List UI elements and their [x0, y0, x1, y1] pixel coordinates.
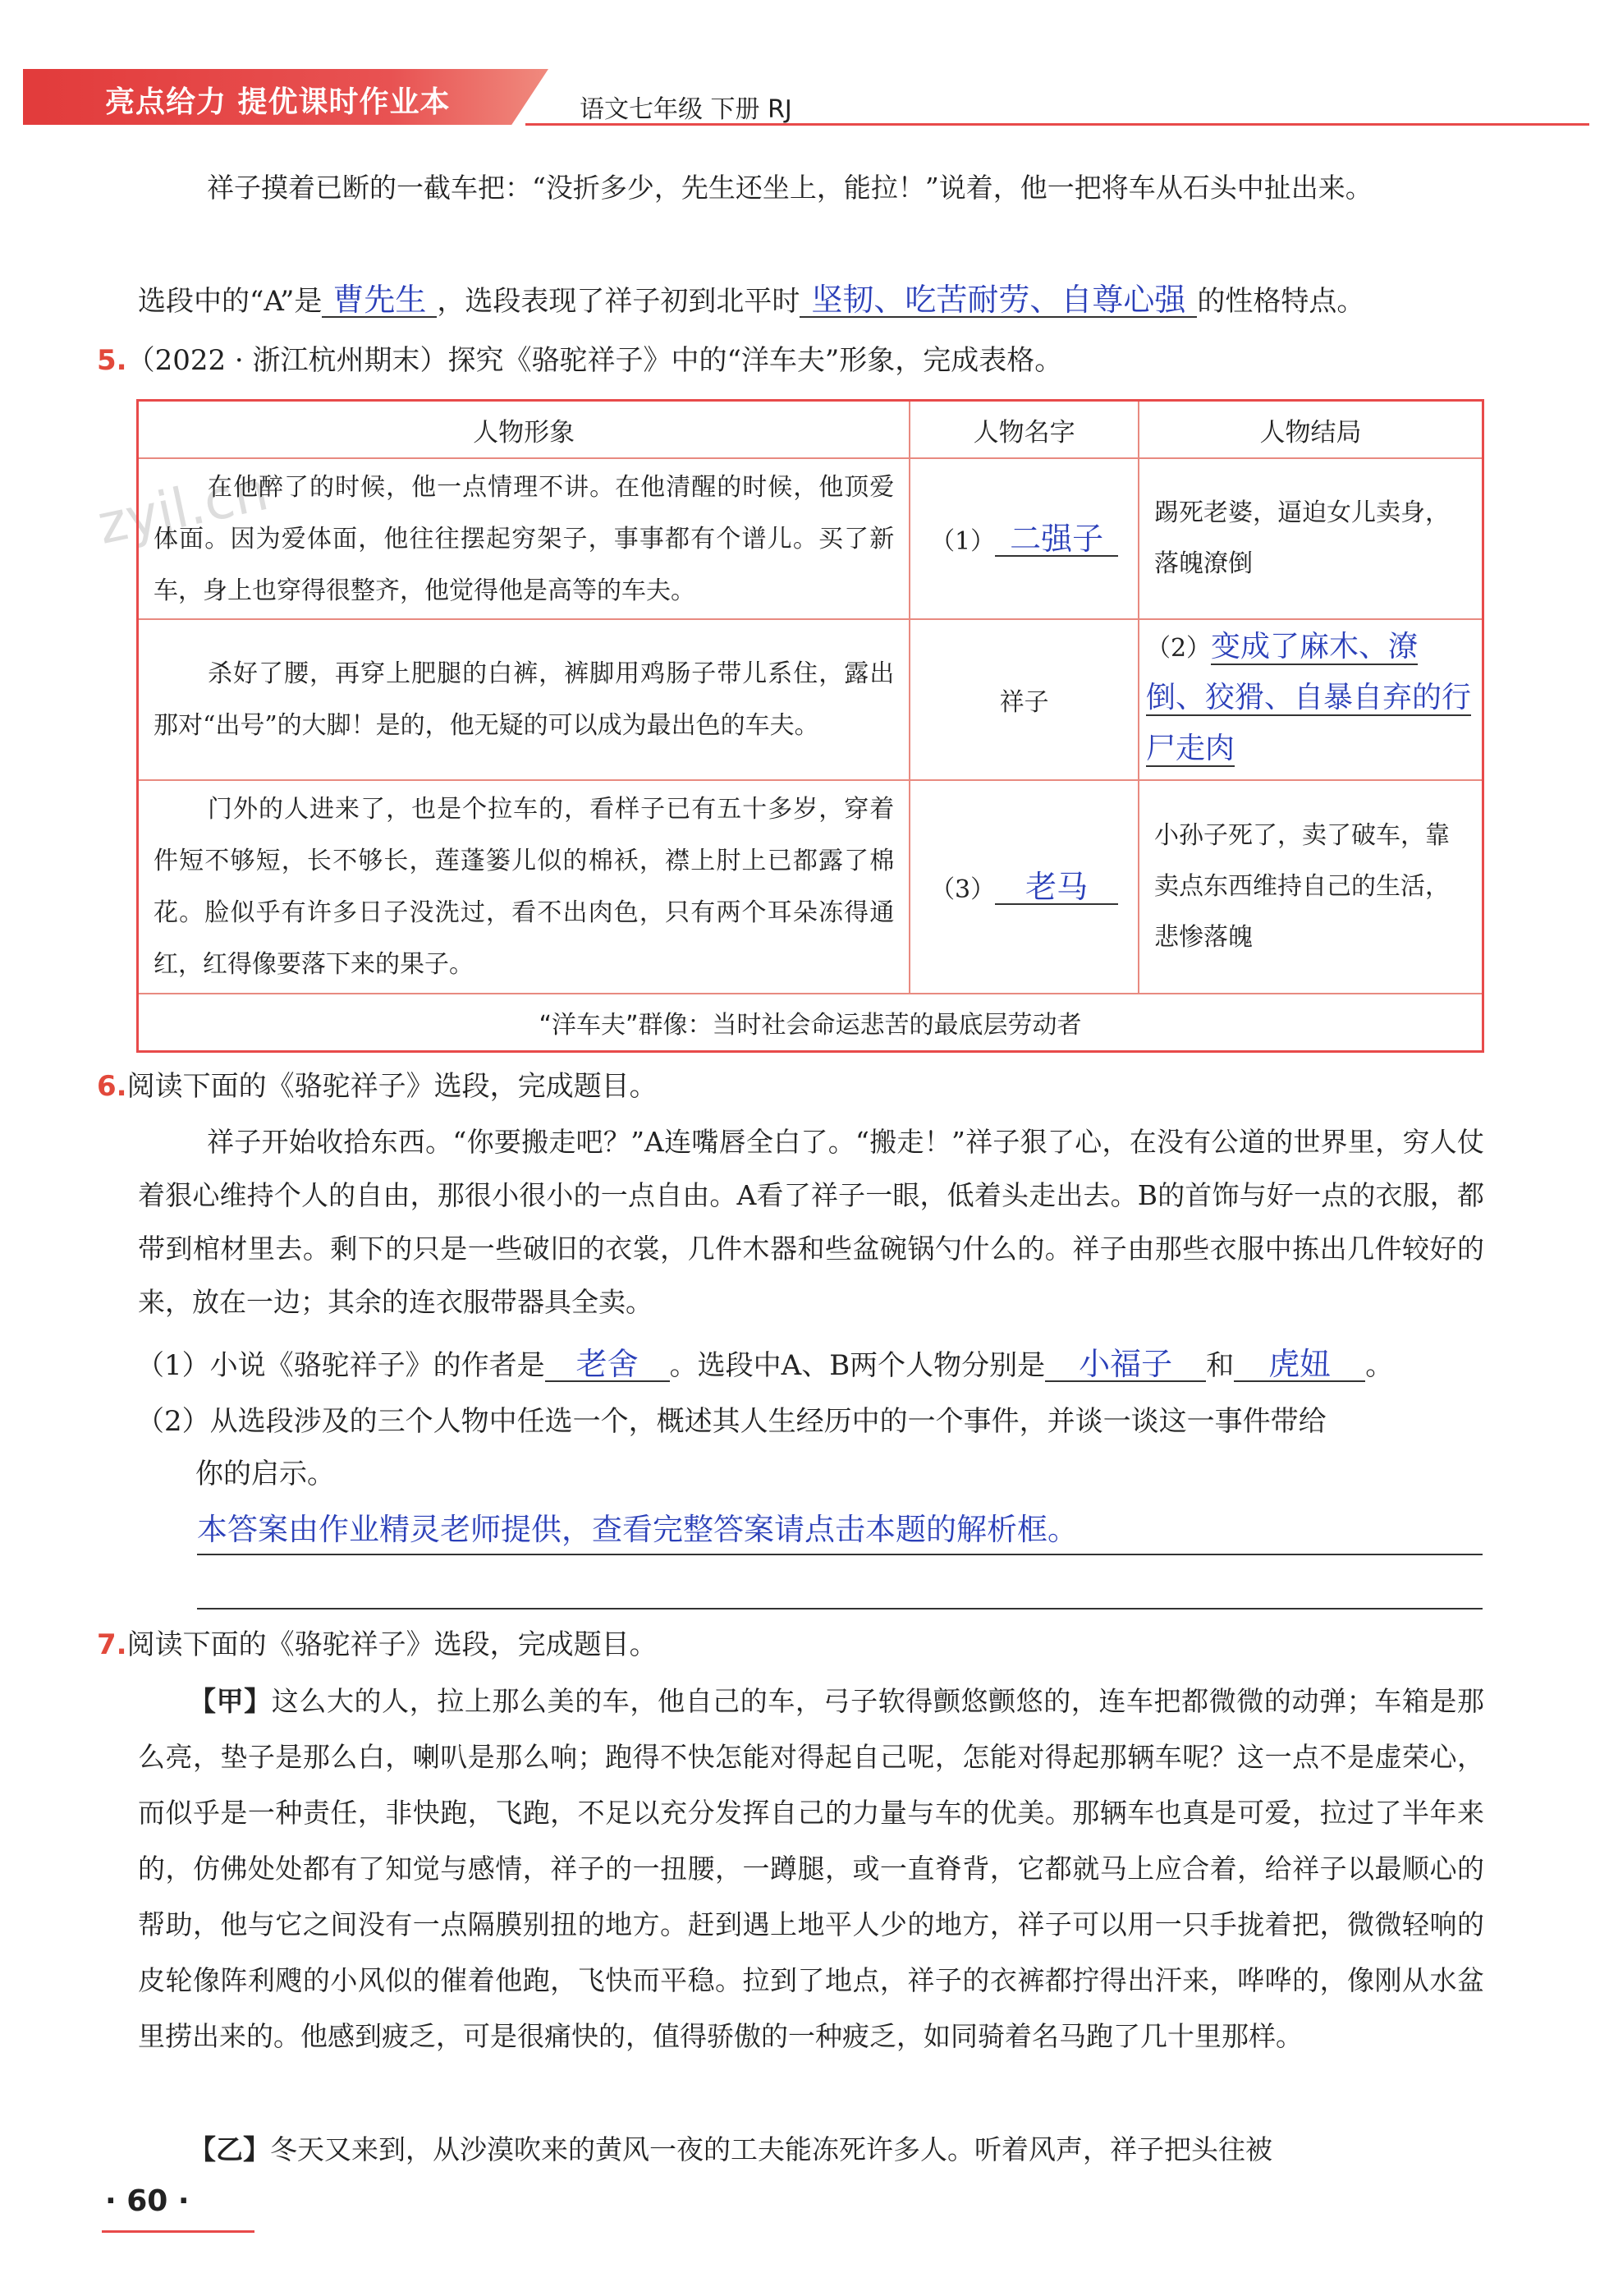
- row2-result-prefix: （2）: [1145, 634, 1212, 663]
- row1-name-prefix: （1）: [930, 527, 996, 556]
- q6-sub1-pre: （1）小说《骆驼祥子》的作者是: [136, 1349, 545, 1382]
- row1-result: 踢死老婆，逼迫女儿卖身，落魄潦倒: [1139, 458, 1483, 619]
- row3-result: 小孙子死了，卖了破车，靠卖点东西维持自己的生活，悲惨落魄: [1139, 780, 1483, 994]
- row3-name-prefix: （3）: [930, 875, 996, 904]
- header-brand: 亮点给力 提优课时作业本: [105, 85, 451, 119]
- intro-paragraph: 祥子摸着已断的一截车把：“没折多少，先生还坐上，能拉！”说着，他一把将车从石头中扯出来。: [207, 172, 1373, 204]
- table-row: [138, 619, 1483, 780]
- answer-character-b: 虎妞: [1234, 1348, 1365, 1382]
- q7-number: 7.: [97, 1628, 127, 1661]
- q6-sub2-answer: 本答案由作业精灵老师提供，查看完整答案请点击本题的解析框。: [197, 1512, 1078, 1547]
- q6-sub1: [136, 1347, 1393, 1384]
- q6-sub2-line1: （2）从选段涉及的三个人物中任选一个，概述其人生经历中的一个事件，并谈一谈这一事件带给: [136, 1405, 1327, 1438]
- q7-yi-label: 【乙】: [189, 2133, 270, 2165]
- q7-passage-jia: [138, 1674, 1484, 2064]
- intro-q-mid: ，选段表现了祥子初到北平时: [437, 285, 800, 318]
- th-result: 人物结局: [1139, 401, 1483, 459]
- row2-image: 杀好了腰，再穿上肥腿的白裤，裤脚用鸡肠子带儿系住，露出那对“出号”的大脚！是的，他无疑的可以成为最出色的车夫。: [138, 619, 910, 780]
- q5-table: [136, 399, 1484, 1053]
- watermark: zyjl.cn: [92, 459, 274, 557]
- q6-number: 6.: [97, 1070, 127, 1103]
- page-number-rule: [102, 2230, 254, 2233]
- row2-result: [1139, 619, 1483, 780]
- th-name: 人物名字: [910, 401, 1139, 459]
- page-number: · 60 ·: [105, 2184, 190, 2218]
- table-header-row: [138, 401, 1483, 459]
- q5-stem: [97, 342, 1062, 379]
- th-image: 人物形象: [138, 401, 910, 459]
- header-subject: 语文七年级 下册 RJ: [580, 95, 792, 124]
- table-footer-row: [138, 994, 1483, 1052]
- q7-passage-yi: [138, 2122, 1484, 2178]
- answer-author: 老舍: [545, 1348, 670, 1382]
- q7-jia-text: 这么大的人，拉上那么美的车，他自己的车，弓子软得颤悠颤悠的，连车把都微微的动弹；车箱是那么亮，垫子是那么白，喇叭是那么响；跑得不快怎能对得起自己呢，怎能对得起那辆车呢？这一点不是虚荣心，而似乎是一种责任，非快跑，飞跑，不足以充分发挥自己的力量与车的优美。那辆车也真是可爱，拉过了半年来的，仿佛处处都有了知觉与感情，祥子的一扭腰，一蹲腿，或一直脊背，它都就马上应合着，给祥子以最顺心的帮助，他与它之间没有一点隔膜别扭的地方。赶到遇上地平人少的地方，祥子可以用一只手拢着把，微微轻响的皮轮像阵利飕的小风似的催着他跑，飞快而平稳。拉到了地点，祥子的衣裤都拧得出汗来，哗哗的，像刚从水盆里捞出来的。他感到疲乏，可是很痛快的，值得骄傲的一种疲乏，如同骑着名马跑了几十里那样。: [138, 1685, 1485, 2052]
- q7-jia-label: 【甲】: [189, 1685, 272, 1717]
- row1-image: 在他醉了的时候，他一点情理不讲。在他清醒的时候，他顶爱体面。因为爱体面，他往往摆起穷架子，事事都有个谱儿。买了新车，身上也穿得很整齐，他觉得他是高等的车夫。: [138, 458, 910, 619]
- q6-stem-text: 阅读下面的《骆驼祥子》选段，完成题目。: [126, 1070, 658, 1103]
- row3-name: [910, 780, 1139, 994]
- answer-character-a: 小福子: [1045, 1348, 1206, 1382]
- q6-sub1-mid: 。选段中A、B两个人物分别是: [669, 1349, 1046, 1382]
- q6-stem: [97, 1068, 658, 1105]
- q7-stem-text: 阅读下面的《骆驼祥子》选段，完成题目。: [126, 1628, 658, 1661]
- row2-result-answer: 变成了麻木、潦倒、狡猾、自暴自弃的行尸走肉: [1145, 630, 1471, 765]
- row2-name: 祥子: [910, 619, 1139, 780]
- q7-stem: [97, 1626, 658, 1664]
- answer-line-2: [197, 1608, 1483, 1609]
- row3-image: 门外的人进来了，也是个拉车的，看样子已有五十多岁，穿着件短不够短，长不够长，莲蓬篓儿似的棉袄，襟上肘上已都露了棉花。脸似乎有许多日子没洗过，看不出肉色，只有两个耳朵冻得通红，红得像要落下来的果子。: [138, 780, 910, 994]
- q6-sub1-and: 和: [1206, 1349, 1235, 1382]
- intro-question: [138, 282, 1364, 320]
- q7-yi-text: 冬天又来到，从沙漠吹来的黄风一夜的工夫能冻死许多人。听着风声，祥子把头往被: [270, 2133, 1272, 2165]
- row1-name-answer: 二强子: [995, 522, 1118, 557]
- answer-a: 曹先生: [322, 283, 437, 318]
- intro-q-post: 的性格特点。: [1197, 285, 1365, 318]
- table-row: [138, 458, 1483, 619]
- q6-sub1-end: 。: [1365, 1349, 1394, 1382]
- q6-paragraph: 祥子开始收拾东西。“你要搬走吧？”A连嘴唇全白了。“搬走！”祥子狠了心，在没有公道的世界里，穷人仗着狠心维持个人的自由，那很小很小的一点自由。A看了祥子一眼，低着头走出去。B的首饰与好一点的衣服，都带到棺材里去。剩下的只是一些破旧的衣裳，几件木器和些盆碗锅勺什么的。祥子由那些衣服中拣出几件较好的来，放在一边；其余的连衣服带器具全卖。: [138, 1126, 1484, 1318]
- q6-sub2-line2: 你的启示。: [195, 1458, 335, 1490]
- table-footer: “洋车夫”群像：当时社会命运悲苦的最底层劳动者: [138, 994, 1483, 1052]
- answer-trait: 坚韧、吃苦耐劳、自尊心强: [800, 283, 1197, 318]
- table-row: [138, 780, 1483, 994]
- answer-line-1: [197, 1554, 1483, 1555]
- intro-q-pre: 选段中的“A”是: [138, 285, 323, 318]
- row3-name-answer: 老马: [995, 870, 1118, 905]
- q5-stem-text: （2022 · 浙江杭州期末）探究《骆驼祥子》中的“洋车夫”形象，完成表格。: [126, 344, 1063, 377]
- q5-number: 5.: [97, 344, 127, 377]
- row1-name: [910, 458, 1139, 619]
